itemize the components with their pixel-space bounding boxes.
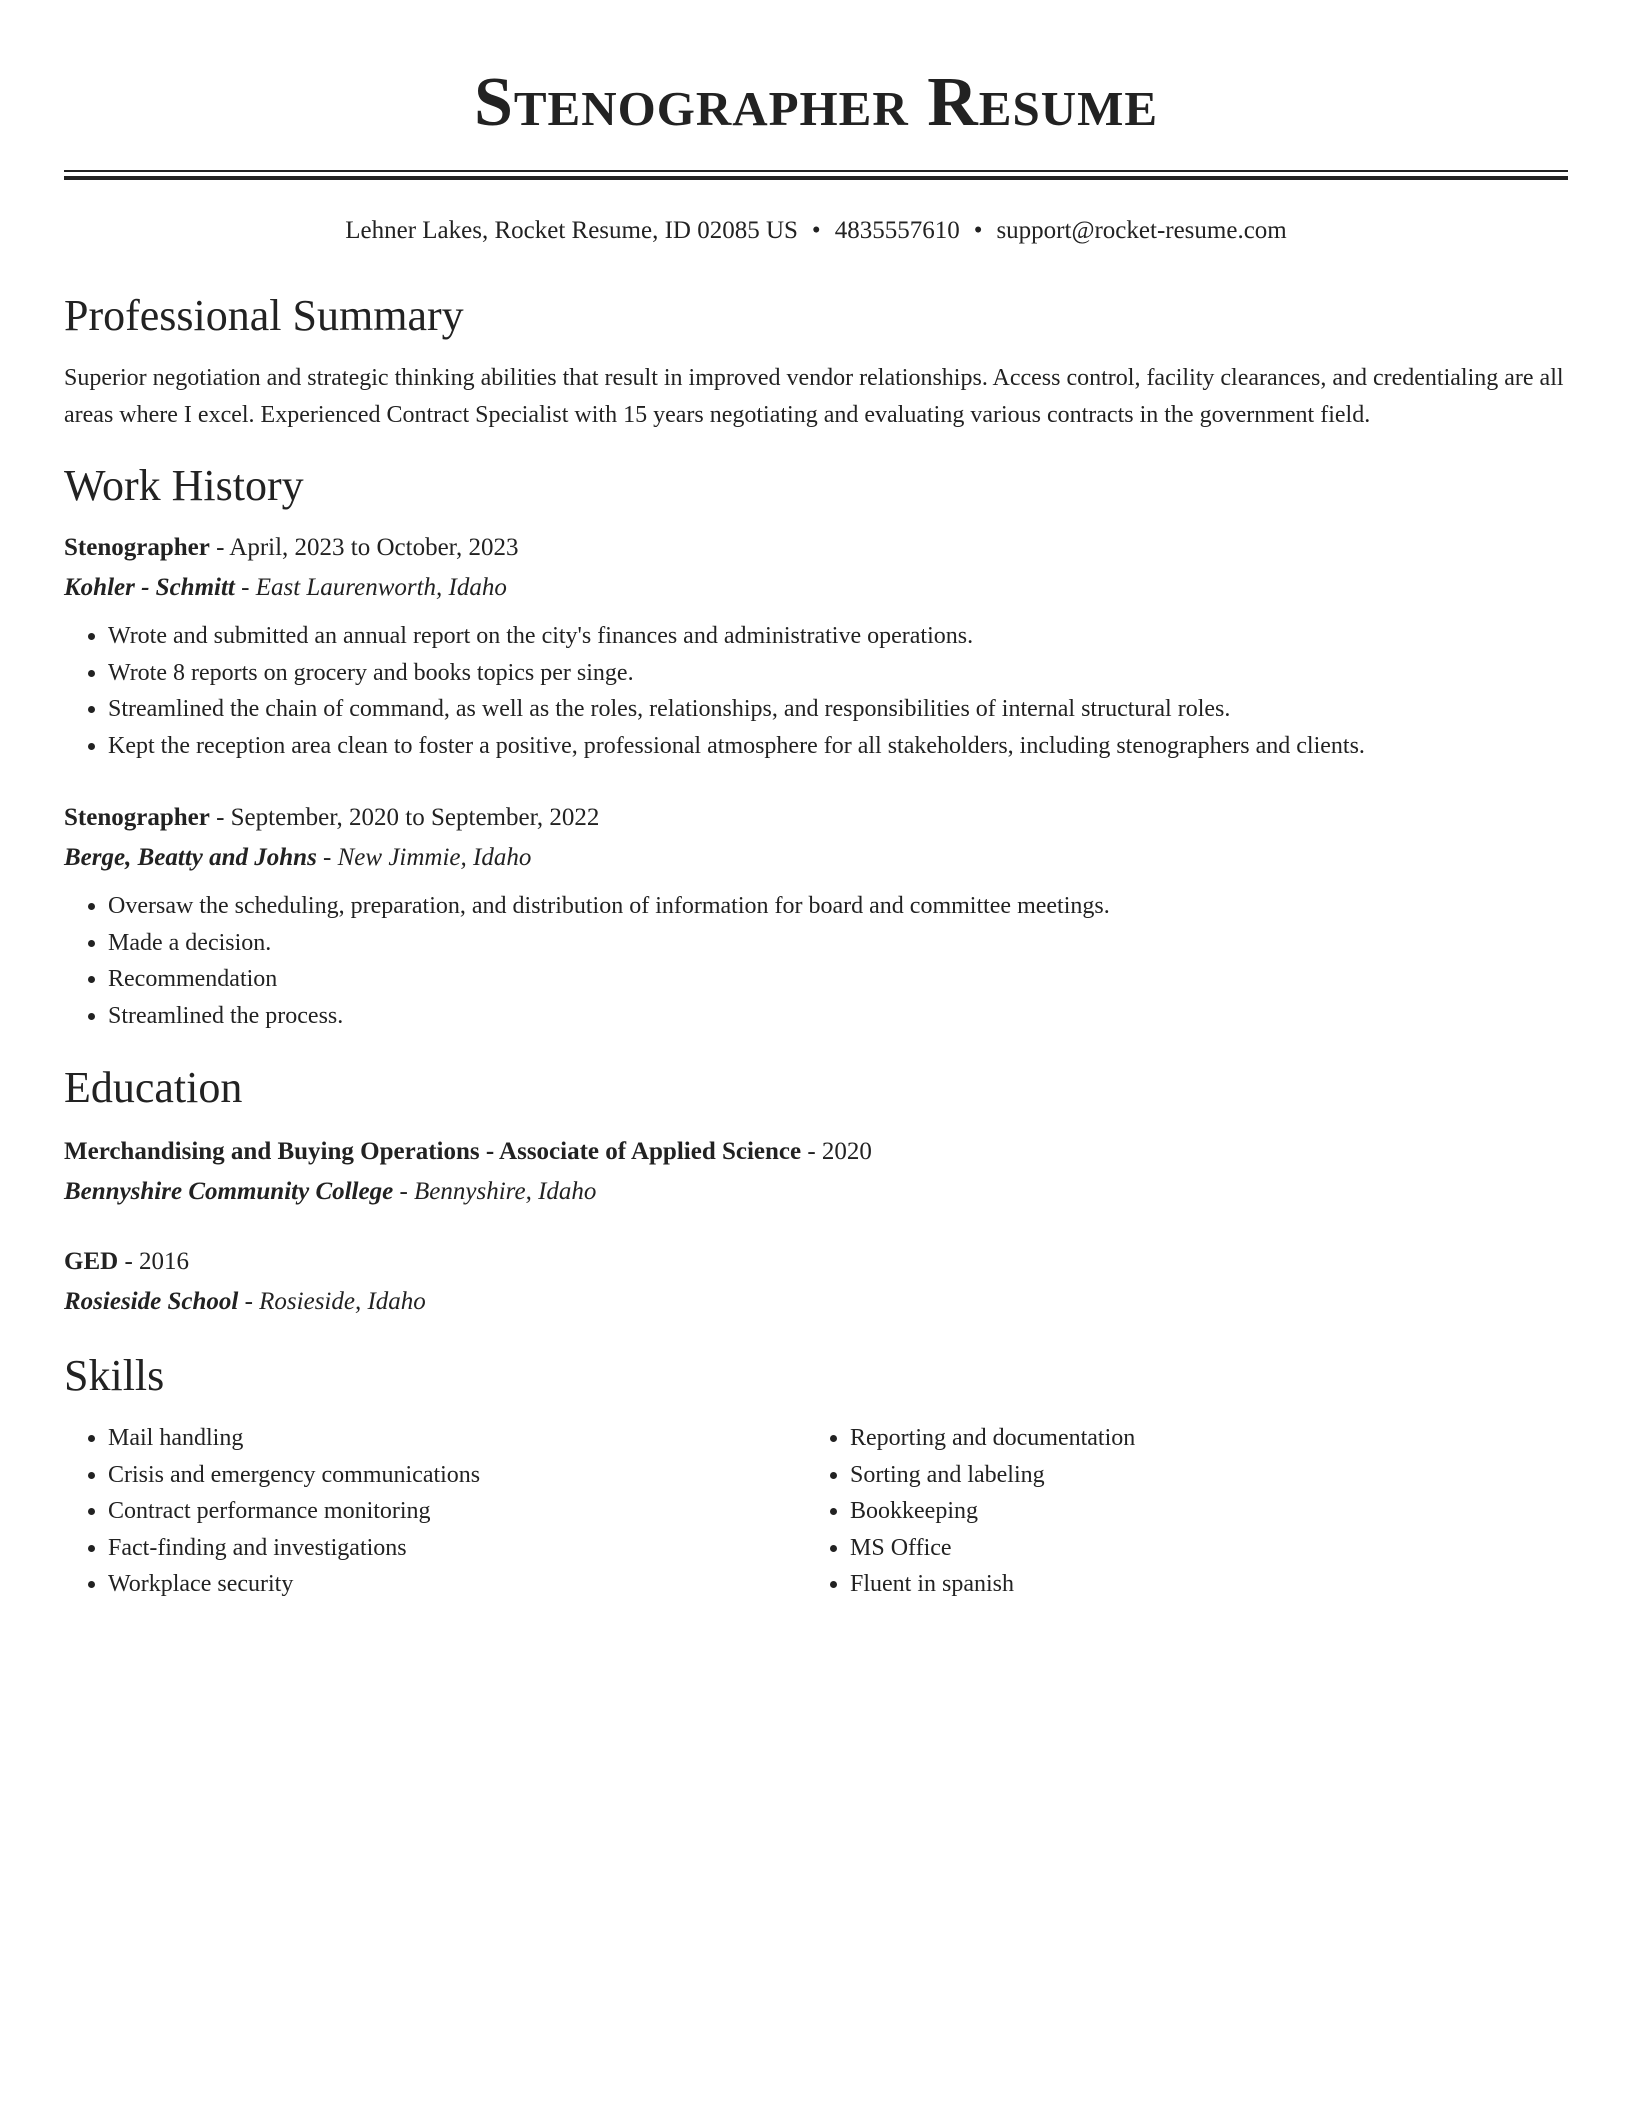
skill-item: • Fact-finding and investigations — [108, 1530, 806, 1567]
education-entry — [64, 1242, 1568, 1322]
contact-separator: • — [973, 217, 983, 244]
contact-email: support@rocket-resume.com — [996, 217, 1287, 244]
skill-item: • Sorting and labeling — [850, 1457, 1548, 1494]
education-entry — [64, 1132, 1568, 1212]
education-school: Rosieside School — [64, 1288, 239, 1315]
job-location: - East Laurenworth, Idaho — [234, 574, 507, 601]
skills-column-left — [64, 1420, 806, 1603]
education-year: - 2020 — [801, 1138, 872, 1165]
education-location: - Bennyshire, Idaho — [393, 1178, 597, 1205]
job-bullet: • Kept the reception area clean to foster a positive, professional atmosphere for all stakeholders, including stenographers and clients. — [108, 728, 1568, 765]
skill-item: • Crisis and emergency communications — [108, 1457, 806, 1494]
job-location: - New Jimmie, Idaho — [316, 844, 532, 871]
job-company-line — [64, 568, 1568, 608]
summary-text: Superior negotiation and strategic thinking abilities that result in improved vendor relationships. Access control, facility clearances, and credentialing are all areas where I excel. Experienced Contract Specialist with 15 years negotiating and evaluating various contracts in the government field. — [64, 365, 1564, 428]
contact-line — [64, 214, 1568, 248]
skills-list — [64, 1420, 1568, 1603]
job-company: Kohler - Schmitt — [64, 574, 235, 601]
job-role: Stenographer — [64, 534, 210, 561]
job-bullets — [64, 618, 1568, 764]
education-school: Bennyshire Community College — [64, 1178, 394, 1205]
skill-item: • Mail handling — [108, 1420, 806, 1457]
job-dates: - April, 2023 to October, 2023 — [209, 534, 519, 561]
education-location: - Rosieside, Idaho — [238, 1288, 426, 1315]
job-company-line — [64, 838, 1568, 878]
contact-address: Lehner Lakes, Rocket Resume, ID 02085 US — [345, 217, 798, 244]
job-company: Berge, Beatty and Johns — [64, 844, 317, 871]
skill-item: • Bookkeeping — [850, 1493, 1548, 1530]
job-bullet: • Streamlined the process. — [108, 998, 1568, 1035]
contact-separator: • — [811, 217, 821, 244]
job-bullet: • Recommendation — [108, 961, 1568, 998]
job-title-line — [64, 798, 1568, 838]
education-school-line — [64, 1282, 1568, 1322]
education-heading: Education — [64, 1063, 243, 1112]
work-history-heading: Work History — [64, 461, 304, 510]
contact-phone: 4835557610 — [834, 217, 960, 244]
title-divider — [64, 170, 1568, 180]
job-entry — [64, 528, 1568, 764]
education-degree: Merchandising and Buying Operations - Associate of Applied Science — [64, 1138, 802, 1165]
skill-item: • Reporting and documentation — [850, 1420, 1548, 1457]
job-bullet: • Wrote 8 reports on grocery and books topics per singe. — [108, 655, 1568, 692]
resume-title: Stenographer Resume — [473, 64, 1159, 141]
skill-item: • MS Office — [850, 1530, 1548, 1567]
education-degree-line — [64, 1242, 1568, 1282]
job-title-line — [64, 528, 1568, 568]
job-bullet: • Wrote and submitted an annual report on the city's finances and administrative operations. — [108, 618, 1568, 655]
job-bullet: • Streamlined the chain of command, as well as the roles, relationships, and responsibilities of internal structural roles. — [108, 691, 1568, 728]
job-bullet: • Made a decision. — [108, 925, 1568, 962]
job-bullets — [64, 888, 1568, 1034]
skill-item: • Fluent in spanish — [850, 1566, 1548, 1603]
education-degree-line — [64, 1132, 1568, 1172]
job-entry — [64, 798, 1568, 1034]
job-dates: - September, 2020 to September, 2022 — [209, 804, 600, 831]
summary-heading: Professional Summary — [64, 291, 464, 340]
education-degree: GED — [64, 1248, 119, 1275]
education-year: - 2016 — [118, 1248, 190, 1275]
skills-heading: Skills — [64, 1351, 165, 1400]
skills-column-right — [806, 1420, 1548, 1603]
job-bullet: • Oversaw the scheduling, preparation, and distribution of information for board and committee meetings. — [108, 888, 1568, 925]
skill-item: • Workplace security — [108, 1566, 806, 1603]
skill-item: • Contract performance monitoring — [108, 1493, 806, 1530]
education-school-line — [64, 1172, 1568, 1212]
job-role: Stenographer — [64, 804, 210, 831]
